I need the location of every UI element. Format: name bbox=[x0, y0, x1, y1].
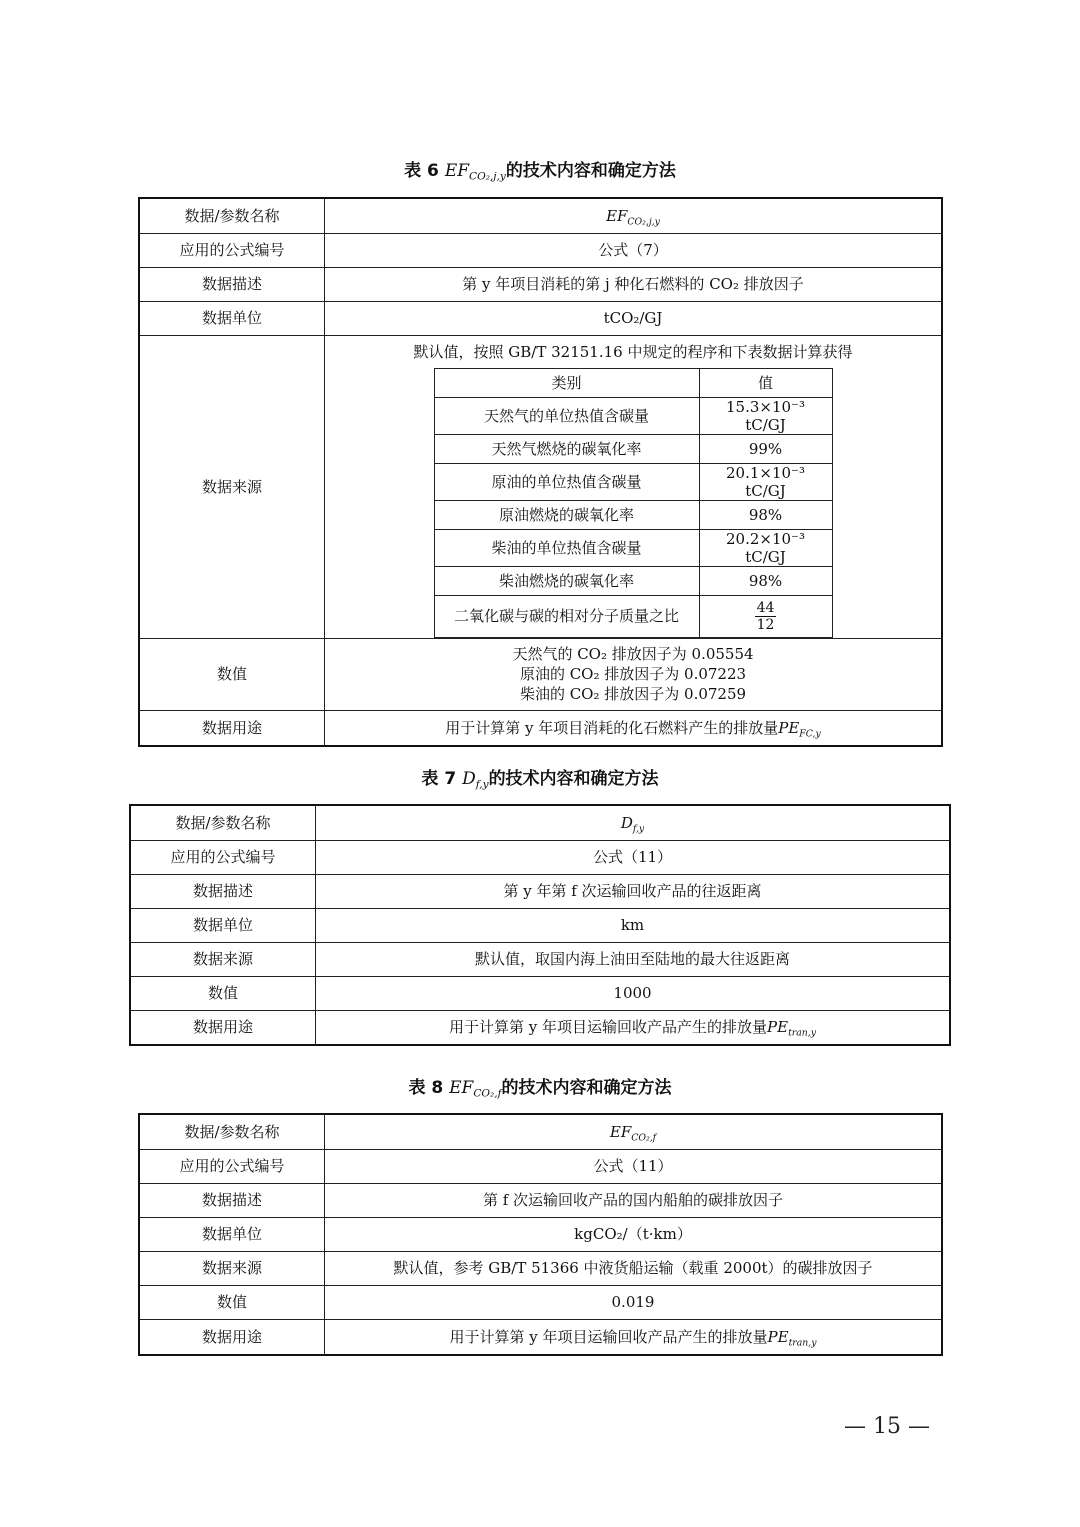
table-row bbox=[139, 1251, 942, 1285]
inner-row bbox=[434, 595, 832, 637]
inner-row bbox=[434, 434, 832, 463]
inner-cell: 原油燃烧的碳氧化率 bbox=[434, 500, 699, 529]
table7-title: 的技术内容和确定方法 bbox=[488, 769, 659, 789]
source-label: 数据来源 bbox=[139, 1251, 325, 1285]
table6-number: 表 6 bbox=[404, 161, 439, 181]
use-value: 用于计算第 y 年项目运输回收产品产生的排放量$PE_{tran,y}$ bbox=[325, 1319, 943, 1355]
table-row bbox=[139, 233, 942, 267]
table-row bbox=[139, 198, 942, 233]
value-line: 原油的 CO₂ 排放因子为 0.07223 bbox=[519, 665, 747, 683]
formula-label: 应用的公式编号 bbox=[139, 233, 325, 267]
inner-cell: 98% bbox=[699, 566, 832, 595]
param-symbol: $EF_{CO_2,f}$ bbox=[325, 1114, 943, 1149]
value: 0.019 bbox=[325, 1285, 943, 1319]
table-row bbox=[130, 874, 950, 908]
table-row bbox=[139, 638, 942, 710]
table-row bbox=[130, 942, 950, 976]
coefficient-table bbox=[434, 368, 833, 638]
param-label: 数据/参数名称 bbox=[139, 198, 325, 233]
inner-row bbox=[434, 500, 832, 529]
table8-title: 的技术内容和确定方法 bbox=[501, 1078, 672, 1098]
table-row bbox=[139, 1183, 942, 1217]
desc-value: 第 y 年第 f 次运输回收产品的往返距离 bbox=[316, 874, 951, 908]
source-cell bbox=[325, 335, 943, 638]
inner-cell: 柴油的单位热值含碳量 bbox=[434, 529, 699, 566]
use-value: 用于计算第 y 年项目运输回收产品产生的排放量$PE_{tran,y}$ bbox=[316, 1010, 951, 1045]
table8 bbox=[138, 1113, 943, 1356]
unit-label: 数据单位 bbox=[139, 301, 325, 335]
table7-caption bbox=[0, 764, 1080, 789]
inner-row bbox=[434, 463, 832, 500]
inner-cell: 柴油燃烧的碳氧化率 bbox=[434, 566, 699, 595]
table-row bbox=[139, 335, 942, 638]
source-intro: 默认值，按照 GB/T 32151.16 中规定的程序和下表数据计算获得 bbox=[413, 342, 853, 361]
inner-cell: 98% bbox=[699, 500, 832, 529]
desc-value: 第 y 年项目消耗的第 j 种化石燃料的 CO₂ 排放因子 bbox=[325, 267, 943, 301]
inner-cell: 20.2×10⁻³ tC/GJ bbox=[699, 529, 832, 566]
inner-cell: 二氧化碳与碳的相对分子质量之比 bbox=[434, 595, 699, 637]
table6-symbol: $EF_{CO_2,j,y}$ bbox=[444, 161, 506, 183]
table-row bbox=[130, 908, 950, 942]
desc-label: 数据描述 bbox=[139, 267, 325, 301]
inner-header-category: 类别 bbox=[434, 368, 699, 397]
table7-symbol: $D_{f,y}$ bbox=[462, 769, 489, 791]
source-value: 默认值，参考 GB/T 51366 中液货船运输（载重 2000t）的碳排放因子 bbox=[325, 1251, 943, 1285]
formula-value: 公式（11） bbox=[316, 840, 951, 874]
table-row bbox=[139, 1319, 942, 1355]
value: 1000 bbox=[316, 976, 951, 1010]
table-row bbox=[139, 710, 942, 746]
param-label: 数据/参数名称 bbox=[130, 805, 316, 840]
inner-row bbox=[434, 566, 832, 595]
ratio-fraction: $\frac{44}{12}$ bbox=[699, 595, 832, 637]
inner-cell: 20.1×10⁻³ tC/GJ bbox=[699, 463, 832, 500]
table8-symbol: $EF_{CO_2,f}$ bbox=[449, 1078, 502, 1100]
inner-cell: 15.3×10⁻³ tC/GJ bbox=[699, 397, 832, 434]
formula-value: 公式（7） bbox=[325, 233, 943, 267]
formula-value: 公式（11） bbox=[325, 1149, 943, 1183]
value-label: 数值 bbox=[130, 976, 316, 1010]
unit-label: 数据单位 bbox=[130, 908, 316, 942]
desc-label: 数据描述 bbox=[130, 874, 316, 908]
desc-value: 第 f 次运输回收产品的国内船舶的碳排放因子 bbox=[325, 1183, 943, 1217]
desc-label: 数据描述 bbox=[139, 1183, 325, 1217]
param-label: 数据/参数名称 bbox=[139, 1114, 325, 1149]
source-label: 数据来源 bbox=[139, 335, 325, 638]
table-row bbox=[139, 301, 942, 335]
value-line: 柴油的 CO₂ 排放因子为 0.07259 bbox=[519, 685, 747, 703]
use-value: 用于计算第 y 年项目消耗的化石燃料产生的排放量$PE_{FC,y}$ bbox=[325, 710, 943, 746]
table-row bbox=[139, 1149, 942, 1183]
table7 bbox=[129, 804, 951, 1046]
use-label: 数据用途 bbox=[130, 1010, 316, 1045]
value-label: 数值 bbox=[139, 1285, 325, 1319]
value-line: 天然气的 CO₂ 排放因子为 0.05554 bbox=[512, 645, 754, 663]
inner-row bbox=[434, 529, 832, 566]
table-row bbox=[130, 1010, 950, 1045]
inner-cell: 99% bbox=[699, 434, 832, 463]
unit-value: tCO₂/GJ bbox=[325, 301, 943, 335]
use-label: 数据用途 bbox=[139, 1319, 325, 1355]
inner-cell: 原油的单位热值含碳量 bbox=[434, 463, 699, 500]
table-row bbox=[139, 1285, 942, 1319]
param-symbol: $EF_{CO_2,j,y}$ bbox=[325, 198, 943, 233]
inner-header-row bbox=[434, 368, 832, 397]
page-number: — 15 — bbox=[844, 1414, 930, 1439]
source-label: 数据来源 bbox=[130, 942, 316, 976]
table8-caption bbox=[0, 1073, 1080, 1098]
unit-value: kgCO₂/（t·km） bbox=[325, 1217, 943, 1251]
inner-cell: 天然气的单位热值含碳量 bbox=[434, 397, 699, 434]
inner-header-value: 值 bbox=[699, 368, 832, 397]
inner-row bbox=[434, 397, 832, 434]
table-row bbox=[130, 805, 950, 840]
source-value: 默认值，取国内海上油田至陆地的最大往返距离 bbox=[316, 942, 951, 976]
table8-number: 表 8 bbox=[408, 1078, 444, 1098]
inner-cell: 天然气燃烧的碳氧化率 bbox=[434, 434, 699, 463]
table6-caption bbox=[0, 156, 1080, 181]
unit-value: km bbox=[316, 908, 951, 942]
table-row bbox=[139, 1217, 942, 1251]
values-cell bbox=[325, 638, 943, 710]
table-row bbox=[139, 1114, 942, 1149]
table-row bbox=[130, 840, 950, 874]
param-symbol: $D_{f,y}$ bbox=[316, 805, 951, 840]
table-row bbox=[139, 267, 942, 301]
formula-label: 应用的公式编号 bbox=[130, 840, 316, 874]
table-row bbox=[130, 976, 950, 1010]
table6-title: 的技术内容和确定方法 bbox=[505, 161, 676, 181]
table6 bbox=[138, 197, 943, 747]
formula-label: 应用的公式编号 bbox=[139, 1149, 325, 1183]
unit-label: 数据单位 bbox=[139, 1217, 325, 1251]
value-label: 数值 bbox=[139, 638, 325, 710]
table7-number: 表 7 bbox=[421, 769, 457, 789]
use-label: 数据用途 bbox=[139, 710, 325, 746]
